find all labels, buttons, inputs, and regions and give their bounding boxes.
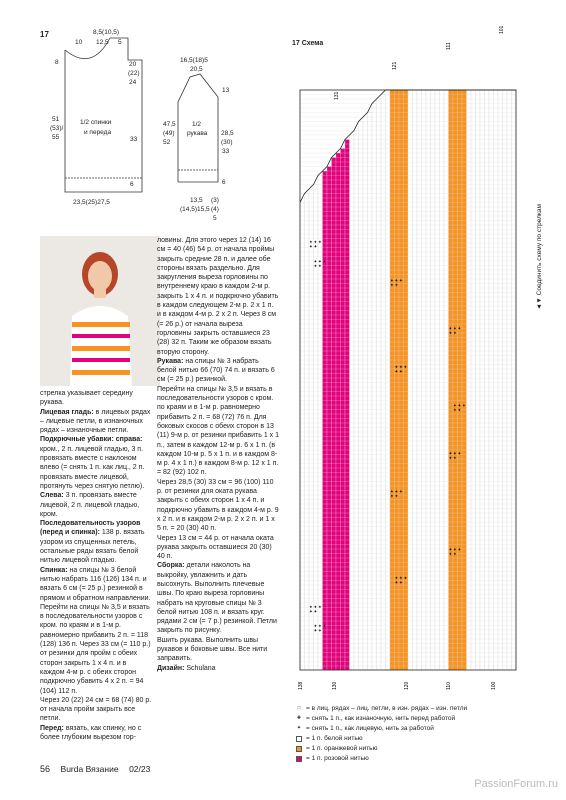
slip-stitch-icon: ✦ — [390, 489, 394, 495]
dim-label: 13 — [222, 87, 230, 94]
chart-column — [314, 185, 319, 671]
slip-stitch-icon: ✦ — [453, 402, 457, 408]
chart-column — [377, 99, 382, 670]
paragraph-heading: Слева: — [40, 492, 66, 500]
page-number: 56 — [40, 764, 51, 774]
chart-column — [503, 90, 508, 670]
dim-label: (3) — [211, 197, 219, 204]
paragraph: Лицевая гладь: в лицевых рядах – лицевые петли, в изнаночных рядах – изнаночные петли. — [40, 408, 151, 435]
legend-text: = 1 п. розовой нитью — [306, 755, 369, 762]
slip-stitch-icon: ✦ — [313, 263, 318, 269]
dim-label: 55 — [52, 134, 60, 141]
slip-stitch-icon: ✦ — [453, 407, 457, 413]
legend-item — [296, 724, 467, 734]
slip-stitch-icon: ✦ — [457, 402, 462, 408]
chart-column — [318, 176, 323, 671]
slip-stitch-icon: ✦ — [394, 575, 399, 581]
pattern-number: 17 — [40, 30, 49, 39]
slip-stitch-icon: ✦ — [453, 546, 457, 552]
slip-stitch-icon: ✦ — [448, 326, 453, 331]
chart-column — [408, 90, 413, 670]
slip-stitch-icon: ✦ — [448, 455, 453, 461]
knitting-chart — [286, 25, 536, 710]
dim-label: 6 — [130, 181, 134, 188]
slip-stitch-icon: ✦ — [457, 326, 462, 331]
dim-label: (22) — [128, 70, 140, 77]
chart-column — [440, 90, 445, 670]
chart-column — [336, 153, 341, 670]
paragraph-heading: Сборка: — [157, 562, 187, 570]
paragraph: Перейти на спицы № 3,5 и вязать в последовательности узоров с кром. по краям и в 1-м р. равномерно прибавить 2 п. = 118 (128) 136 п. Через 33 см (= 110 р.) от резинки для пройм с обеих сторон закрыть 1 х 4 п. и в каждом 4-м р. с обеих сторон подкрючно убавить 4 х 2 п. = 94 (104) 112 п. — [40, 603, 151, 695]
legend-text: = снять 1 п., как лицевую, нить за работой — [306, 725, 434, 732]
slip-stitch-icon: ✦ — [318, 263, 322, 269]
dim-label: 47,5 — [163, 121, 176, 128]
slip-stitch-icon: ✦ — [403, 364, 408, 370]
paragraph: Перейти на спицы № 3,5 и вязать в последовательности узоров с кром. по краям и в 1-м р. равномерно прибавить 2 п. = 68 (72) 76 п. Для боковых скосов с обеих сторон в 13 (11) 9-м р. от резинки прибавить 1 х 1 п., затем в каждом 12-м р. 6 х 1 п. (в каждом 10-м р. 5 х 1 п. и в каждом 8-м р. 4 х 1 п.) в каждом 8-м р. 12 х 1 п. = 82 (92) 102 п. — [157, 385, 280, 477]
paragraph: Дизайн: Schulana — [157, 664, 216, 672]
slip-stitch-icon: ✦ — [313, 608, 318, 614]
chart-column — [498, 90, 503, 670]
slip-stitch-icon: ✦ — [394, 282, 399, 288]
slip-stitch-icon: ✦ — [394, 489, 399, 495]
slip-stitch-icon: ✦ — [322, 258, 327, 264]
legend-swatch — [296, 736, 302, 742]
chart-column — [341, 149, 346, 671]
paragraph: Вшить рукава. Выполнить швы рукавов и боковые швы. Все нити заправить. — [157, 636, 268, 663]
paragraph-heading: Дизайн: — [157, 664, 187, 672]
slip-stitch-icon: ✦ — [453, 330, 457, 336]
slip-stitch-icon: ✦ — [322, 623, 327, 629]
chart-column — [404, 90, 409, 670]
slip-stitch-icon: ✦ — [399, 364, 403, 370]
paragraph-heading: Спинка: — [40, 566, 70, 574]
slip-stitch-icon: ✦ — [399, 368, 403, 374]
chart-column — [368, 113, 373, 671]
slip-stitch-icon: ✦ — [453, 450, 457, 456]
dim-label: (14,5)15,5 — [180, 206, 210, 213]
dim-label: (30) — [221, 139, 233, 146]
paragraph: ловины. Для этого через 12 (14) 16 см = 40 (46) 54 р. от начала проймы закрыть средние 28 п. и далее обе стороны вязать раздельно. Для закругления выреза горловины по внутреннему краю в каждом 2-м р. закрыть 1 х 4 п. и подкрючно убавить в каждом следующем 2-м р. 2 х 1 п. и в каждом 4-м р. 2 х 2 п. Через 8 см (= 26 р.) от начала выреза горловины закрыть оставшиеся 23 (28) 32 п. Таким же образом вязать вторую сторону. — [157, 237, 279, 356]
slip-stitch-icon: ✦ — [394, 368, 399, 374]
dim-label: 33 — [222, 148, 230, 155]
chart-column — [413, 90, 418, 670]
slip-stitch-icon: ✦ — [453, 326, 457, 331]
dim-label: 6 — [222, 179, 226, 186]
chart-column — [444, 90, 449, 670]
chart-legend — [296, 704, 467, 764]
chart-title: 17 Схема — [292, 40, 324, 47]
slip-stitch-icon: ✦ — [318, 604, 322, 610]
dim-label: 10 — [75, 39, 83, 46]
slip-stitch-icon: ✦ — [448, 330, 453, 336]
slip-stitch-icon: ✦ — [399, 580, 403, 586]
slip-stitch-icon: ✦ — [309, 244, 313, 250]
paragraph-heading: Подкрючные убавки: справа: — [40, 436, 143, 444]
dim-label: 16,5(18)5 — [180, 57, 208, 64]
paragraph: Спинка: на спицы № 3 белой нитью набрать 116 (126) 134 п. и вязать 6 см (= 25 р.) резинкой в прямом и обратном направлении. — [40, 566, 151, 602]
chart-column — [507, 90, 512, 670]
dim-label: 33 — [130, 136, 138, 143]
slip-stitch-icon: ✦ — [390, 282, 394, 288]
paragraph: Сборка: детали наколоть на выкройку, увлажнить и дать высохнуть. Выполнить плечевые швы. По краю выреза горловины набрать на круговые спицы № 3 белой нитью 108 п. и вязать круг. рядами 2 см (= 7 р.) резинкой. Петли закрыть по рисунку. — [157, 562, 277, 635]
chart-column — [327, 167, 332, 671]
row-label: 131 — [334, 91, 340, 100]
paragraph-heading: Перед: — [40, 724, 66, 732]
legend-swatch: □ — [297, 705, 301, 711]
chart-column — [386, 90, 391, 670]
chart-column — [363, 117, 368, 670]
chart-column — [458, 90, 463, 670]
chart-grid — [300, 90, 516, 670]
chart-column — [449, 90, 454, 670]
join-note: ◄▼ Соединить схему по стрелкам — [536, 204, 543, 310]
piece-label: и переда — [84, 129, 112, 136]
slip-stitch-icon: ✦ — [457, 407, 462, 413]
chart-column — [426, 90, 431, 670]
chart-column — [359, 122, 364, 671]
slip-stitch-icon: ✦ — [457, 546, 462, 552]
chart-column — [431, 90, 436, 670]
slip-stitch-icon: ✦ — [394, 580, 399, 586]
dim-label: (4) — [211, 206, 219, 213]
paragraph: Через 28,5 (30) 33 см = 96 (100) 110 р. от резинки для оката рукава закрыть с обеих сторон 1 х 4 п. и подкрючно убавить в каждом 4-м р. 9 х 2 п. и в каждом 2-м р. 2 х 2 п. и 1 х 5 п. = 20 (30) 40 п. — [157, 478, 279, 533]
row-label: 110 — [446, 682, 452, 690]
slip-stitch-icon: ✦ — [448, 546, 453, 552]
legend-swatch: ✚ — [296, 715, 302, 721]
chart-column — [332, 158, 337, 671]
piece-label: 1/2 — [192, 121, 202, 128]
chart-column — [345, 140, 350, 671]
legend-text: = 1 п. оранжевой нитью — [306, 745, 378, 752]
slip-stitch-icon: ✦ — [309, 239, 313, 245]
paragraph: стрелка указывает середину рукава. — [40, 390, 133, 407]
chart-column — [417, 90, 422, 670]
issue-number: 02/23 — [129, 764, 151, 774]
instructions-right — [157, 236, 279, 673]
dim-label: 20,5 — [190, 66, 203, 73]
slip-stitch-icon: ✦ — [453, 551, 457, 557]
paragraph-heading: Лицевая гладь: — [40, 408, 96, 416]
row-label: 138 — [298, 681, 304, 690]
slip-stitch-icon: ✦ — [453, 455, 457, 461]
chart-column — [453, 90, 458, 670]
dim-label: 12,5 — [96, 39, 109, 46]
page-footer — [40, 764, 150, 774]
legend-swatch — [296, 756, 302, 762]
row-label: 111 — [446, 42, 452, 50]
legend-item — [296, 744, 467, 754]
row-label: 101 — [499, 25, 505, 34]
dim-label: 8,5(10,5) — [93, 29, 120, 36]
chart-column — [435, 90, 440, 670]
chart-column — [381, 95, 386, 671]
slip-stitch-icon: ✦ — [399, 575, 403, 581]
slip-stitch-icon: ✦ — [313, 604, 318, 610]
slip-stitch-icon: ✦ — [309, 608, 313, 614]
chart-column — [485, 90, 490, 670]
chart-column — [422, 90, 427, 670]
chart-column — [489, 90, 494, 670]
paragraph: Последовательность узоров (перед и спинка): 138 р. вязать узором из спущенных петель, остальные ряды вязать белой нитью лицевой гладью. — [40, 520, 145, 565]
legend-swatch — [296, 746, 302, 752]
chart-column — [471, 90, 476, 670]
dim-label: (49) — [163, 130, 175, 137]
paragraph: Подкрючные убавки: справа: кром., 2 п. лицевой гладью, 3 п. провязать вместе с наклоном влево (= снять 1 п. как лиц., 2 п. провязать вместе лицевой, протянуть через снятую петлю). — [40, 436, 145, 490]
chart-column — [467, 90, 472, 670]
slip-stitch-icon: ✦ — [318, 623, 322, 629]
magazine-name: Burda Вязание — [60, 764, 119, 774]
chart-column — [462, 90, 467, 670]
piece-label: рукава — [187, 130, 208, 137]
slip-stitch-icon: ✦ — [313, 244, 318, 250]
paragraph-heading: Последовательность узоров (перед и спинка): — [40, 520, 141, 537]
paragraph: Рукава: на спицы № 3 набрать белой нитью 66 (70) 74 п. и вязать 6 см (= 25 р.) резинкой. — [157, 357, 275, 384]
row-label: 121 — [392, 61, 398, 70]
legend-item — [296, 714, 467, 724]
chart-column — [323, 171, 328, 670]
chart-column — [300, 203, 305, 671]
slip-stitch-icon: ✦ — [462, 402, 466, 408]
slip-stitch-icon: ✦ — [399, 489, 403, 495]
slip-stitch-icon: ✦ — [318, 258, 322, 264]
slip-stitch-icon: ✦ — [390, 493, 394, 499]
row-label: 100 — [491, 681, 497, 690]
paragraph: Через 20 (22) 24 см = 68 (74) 80 р. от начала пройм закрыть все петли. — [40, 696, 152, 723]
legend-item — [296, 734, 467, 744]
legend-item — [296, 704, 467, 714]
paragraph: Перед: вязать, как спинку, но с более глубоким вырезом гор- — [40, 724, 142, 741]
slip-stitch-icon: ✦ — [394, 278, 399, 283]
watermark: PassionForum.ru — [474, 778, 558, 790]
dim-label: 5 — [213, 215, 217, 222]
dim-label: 24 — [129, 79, 137, 86]
slip-stitch-icon: ✦ — [309, 604, 313, 610]
slip-stitch-icon: ✦ — [313, 239, 318, 245]
slip-stitch-icon: ✦ — [318, 628, 322, 634]
paragraph-heading: Рукава: — [157, 357, 186, 365]
slip-stitch-icon: ✦ — [457, 450, 462, 456]
row-label: 130 — [332, 681, 338, 690]
dim-label: (53)/ — [50, 125, 64, 132]
slip-stitch-icon: ✦ — [399, 278, 403, 283]
legend-item — [296, 754, 467, 764]
dim-label: 13,5 — [190, 197, 203, 204]
dim-label: 52 — [163, 139, 171, 146]
dim-label: 28,5 — [221, 130, 234, 137]
chart-column — [480, 90, 485, 670]
slip-stitch-icon: ✦ — [394, 493, 399, 499]
slip-stitch-icon: ✦ — [394, 364, 399, 370]
legend-swatch: ✦ — [296, 725, 302, 731]
slip-stitch-icon: ✦ — [403, 575, 408, 581]
slip-stitch-icon: ✦ — [313, 258, 318, 264]
paragraph: Через 13 см = 44 р. от начала оката рукава закрыть оставшиеся 20 (30) 40 п. — [157, 534, 274, 561]
slip-stitch-icon: ✦ — [448, 551, 453, 557]
legend-text: = в лиц. рядах – лиц. петли, в изн. рядах – изн. петли — [306, 705, 468, 712]
slip-stitch-icon: ✦ — [448, 450, 453, 456]
instructions-left — [40, 389, 152, 742]
piece-label: 1/2 спинки — [80, 119, 112, 126]
dim-label: 51 — [52, 116, 60, 123]
slip-stitch-icon: ✦ — [313, 623, 318, 629]
row-label: 120 — [404, 681, 410, 690]
chart-column — [512, 90, 517, 670]
chart-column — [494, 90, 499, 670]
slip-stitch-icon: ✦ — [313, 628, 318, 634]
chart-column — [350, 135, 355, 670]
legend-text: = снять 1 п., как изнаночную, нить перед работой — [306, 715, 456, 722]
slip-stitch-icon: ✦ — [390, 278, 394, 283]
chart-column — [476, 90, 481, 670]
dim-label: 5 — [118, 39, 122, 46]
paragraph: Слева: 3 п. провязать вместе лицевой, 2 п. лицевой гладью, кром. — [40, 492, 140, 518]
slip-stitch-icon: ✦ — [318, 239, 322, 245]
dim-label: 23,5(25)27,5 — [73, 199, 110, 206]
dim-label: 8 — [55, 59, 59, 66]
dim-label: 20 — [129, 61, 137, 68]
legend-text: = 1 п. белой нитью — [306, 735, 363, 742]
model-photo — [40, 236, 160, 386]
